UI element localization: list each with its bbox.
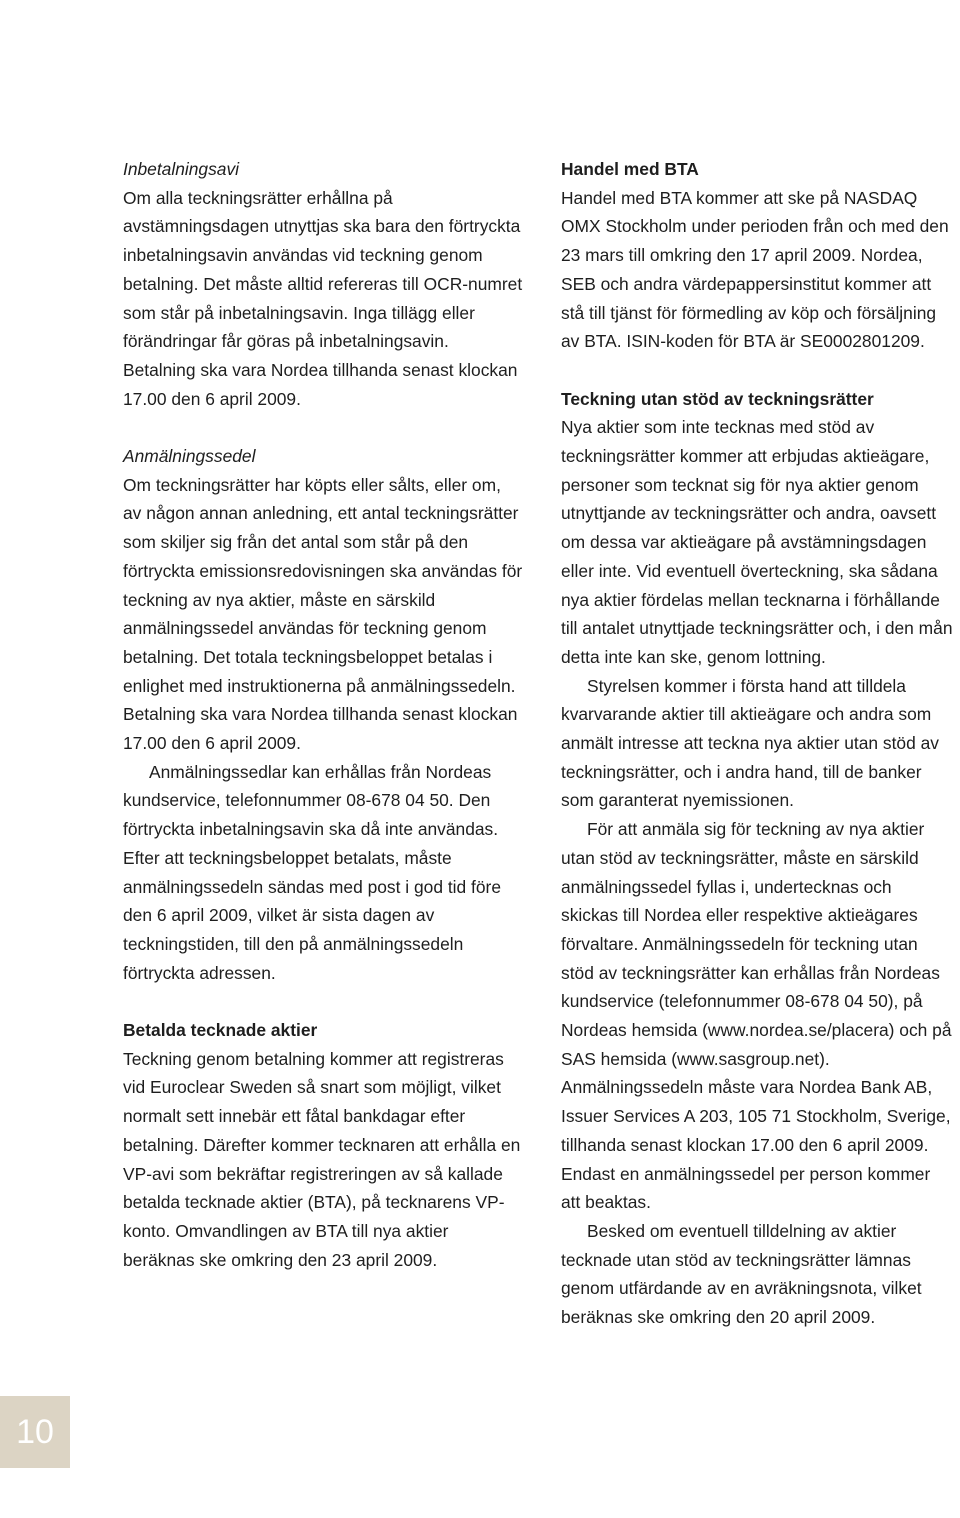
paragraph: Nya aktier som inte tecknas med stöd av teckningsrätter kommer att erbjudas aktieägare, personer som tecknat sig för nya aktier genom utnyttjande av teckningsrätter och andra, oavsett om dessa var aktieägare på avstämningsdagen eller inte. Vid eventuell överteckning, ska sådana nya aktier fördelas mellan tecknarna i förhållande till antalet utnyttjade teckningsrätter och, i den mån detta inte kan ske, genom lottning. <box>561 417 953 667</box>
paragraph: Om alla teckningsrätter erhållna på avstämningsdagen utnyttjas ska bara den förtryckta inbetalningsavin användas vid teckning genom betalning. Det måste alltid refereras till OCR-numret som står på inbetalningsavin. Inga tillägg eller förändringar får göras på inbetalningsavin. Betalning ska vara Nordea tillhanda senast klockan 17.00 den 6 april 2009. <box>123 187 523 409</box>
section-handel-med-bta <box>561 155 953 356</box>
left-column <box>123 155 523 1303</box>
paragraph: För att anmäla sig för teckning av nya aktier utan stöd av teckningsrätter, måste en särskild anmälningssedel fyllas i, undertecknas och skickas till Nordea eller respektive aktieägares förvaltare. Anmälningssedeln för teckning utan stöd av teckningsrätter kan erhållas från Nordeas kundservice (telefonnummer 08-678 04 50), på Nordeas hemsida (www.nordea.se/placera) och på SAS hemsida (www.sasgroup.net). Anmälningssedeln måste vara Nordea Bank AB, Issuer Services A 203, 105 71 Stockholm, Sverige, tillhanda senast klockan 17.00 den 6 april 2009. Endast en anmälningssedel per person kommer att beaktas. <box>561 819 952 1213</box>
section-heading: Teckning utan stöd av teckningsrätter <box>561 388 874 409</box>
page-number-tab <box>0 1396 70 1468</box>
page-number: 10 <box>16 1413 54 1451</box>
paragraph: Teckning genom betalning kommer att registreras vid Euroclear Sweden så snart som möjligt, vilket normalt sett innebär ett fåtal bankdagar efter betalning. Därefter kommer tecknaren att erhålla en VP-avi som bekräftar registreringen av så kallade betalda tecknade aktier (BTA), på tecknarens VP-konto. Omvandlingen av BTA till nya aktier beräknas ske omkring den 23 april 2009. <box>123 1048 521 1270</box>
section-anmalningssedel <box>123 442 523 987</box>
section-heading: Betalda tecknade aktier <box>123 1020 318 1041</box>
paragraph: Besked om eventuell tilldelning av aktier tecknade utan stöd av teckningsrätter lämnas genom utfärdande av en avräkningsnota, vilket beräknas ske omkring den 20 april 2009. <box>561 1221 922 1328</box>
section-heading: Anmälningssedel <box>123 446 256 467</box>
section-teckning-utan-stod <box>561 385 953 1332</box>
paragraph: Om teckningsrätter har köpts eller sålts, eller om, av någon annan anledning, ett antal teckningsrätter som skiljer sig från det antal som står på den förtryckta emissionsredovisningen ska användas för teckning av nya aktier, måste en särskild anmälningssedel användas för teckning genom betalning. Det totala teckningsbeloppet betalas i enlighet med instruktionerna på anmälningssedeln. Betalning ska vara Nordea tillhanda senast klockan 17.00 den 6 april 2009. <box>123 474 523 754</box>
right-column <box>561 155 953 1361</box>
section-betalda-tecknade-aktier <box>123 1016 523 1274</box>
paragraph: Anmälningssedlar kan erhållas från Nordeas kundservice, telefonnummer 08-678 04 50. Den förtryckta inbetalningsavin ska då inte användas. Efter att teckningsbeloppet betalats, måste anmälningssedeln sändas med post i god tid före den 6 april 2009, vilket är sista dagen av teckningstiden, till den på anmälningssedeln förtryckta adressen. <box>123 761 502 983</box>
section-heading: Inbetalningsavi <box>123 159 240 179</box>
section-inbetalningsavi <box>123 155 523 413</box>
paragraph: Handel med BTA kommer att ske på NASDAQ OMX Stockholm under perioden från och med den 23 mars till omkring den 17 april 2009. Nordea, SEB och andra värdepappersinstitut kommer att stå till tjänst för förmedling av köp och försäljning av BTA. ISIN-koden för BTA är SE0002801209. <box>561 187 949 352</box>
paragraph: Styrelsen kommer i första hand att tilldela kvarvarande aktier till aktieägare och andra som anmält intresse att teckna nya aktier utan stöd av teckningsrätter, och i andra hand, till de banker som garanterat nyemissionen. <box>561 675 939 811</box>
section-heading: Handel med BTA <box>561 159 699 179</box>
